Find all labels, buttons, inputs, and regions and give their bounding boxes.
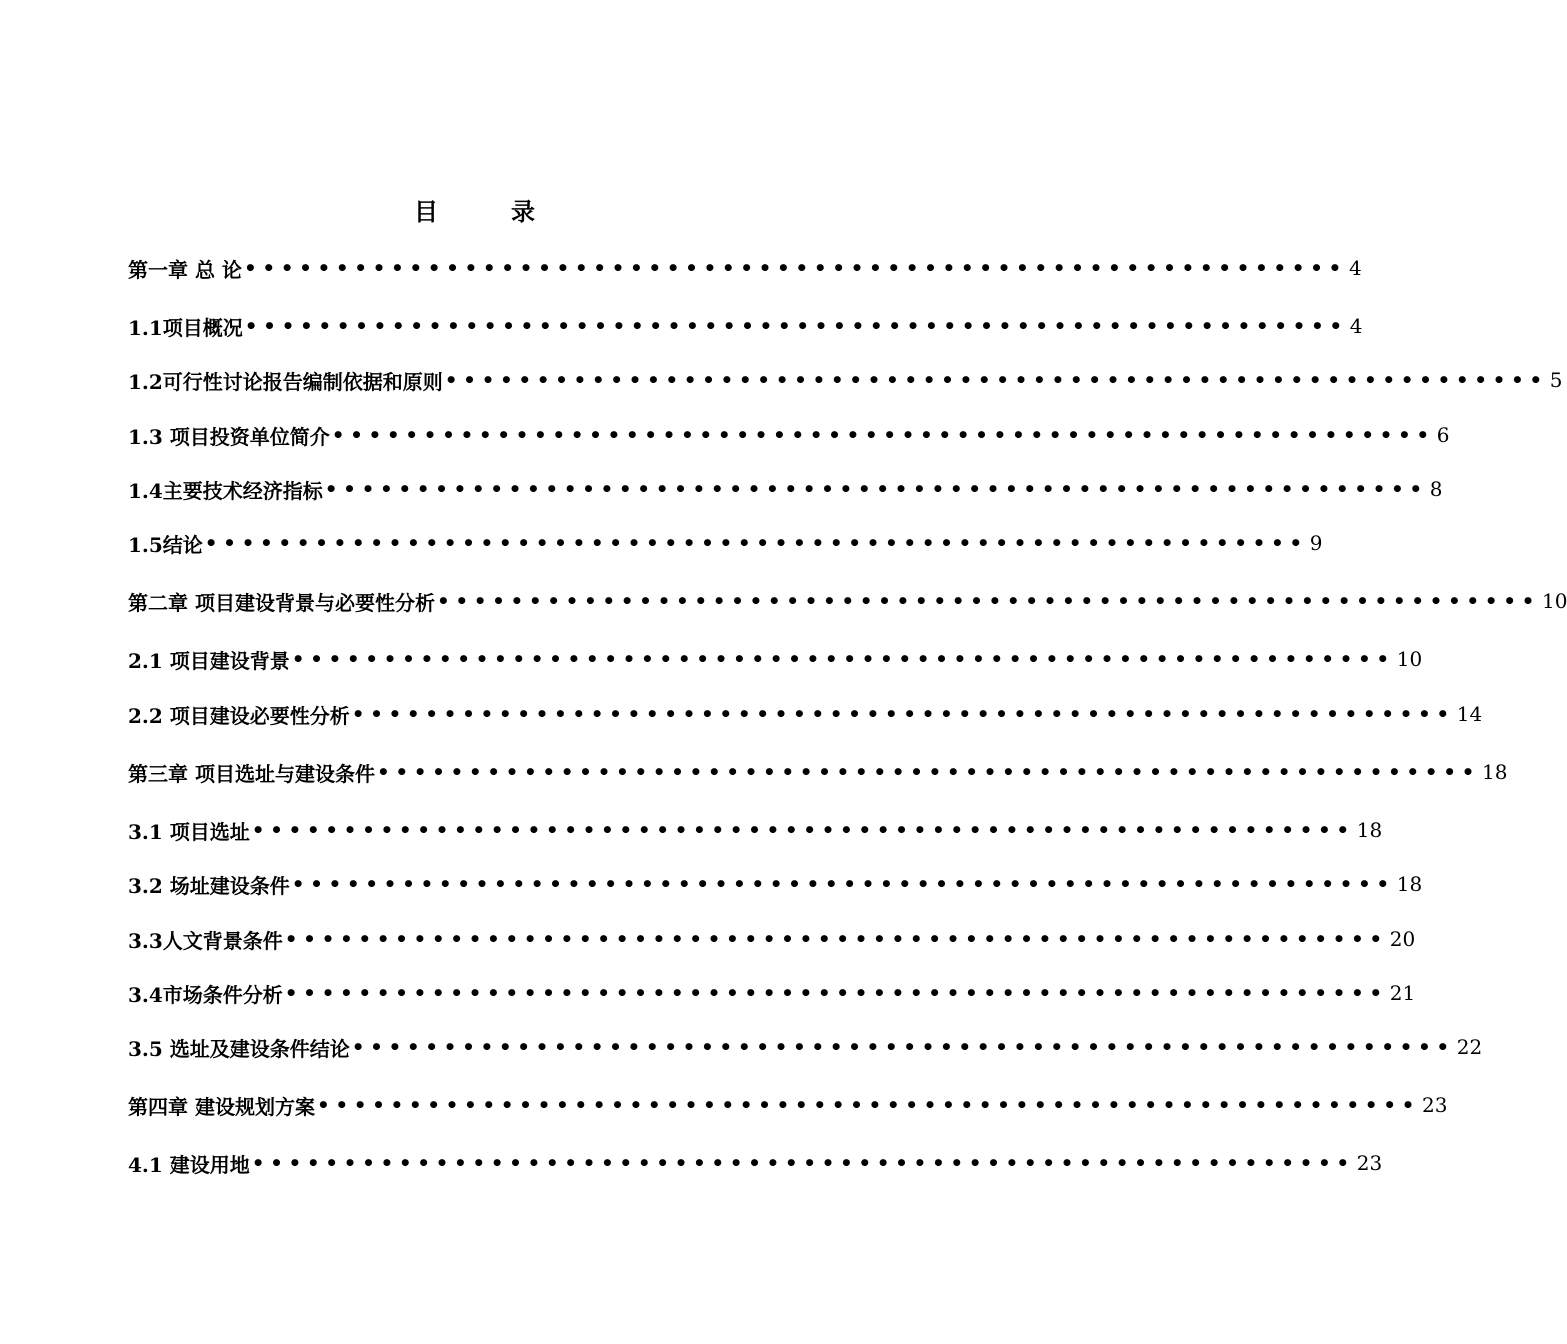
toc-leader-dots: •••••••••••••••••••••••••••••••••••••••••••••••••••••••••••• (324, 477, 1428, 501)
toc-leader-dots: •••••••••••••••••••••••••••••••••••••••••••••••••••••••••••• (331, 423, 1435, 447)
toc-page-number: 6 (1436, 423, 1450, 447)
title-char-1: 目 (414, 197, 439, 226)
toc-page-number: 10 (1541, 589, 1567, 613)
toc-page-number: 20 (1389, 927, 1416, 951)
toc-page-number: 5 (1549, 368, 1563, 392)
toc-leader-dots: •••••••••••••••••••••••••••••••••••••••••••••••••••••••••••• (284, 927, 1388, 951)
toc-leader-dots: •••••••••••••••••••••••••••••••••••••••••••••••••••••••••••• (291, 872, 1395, 896)
toc-page-number: 22 (1456, 1035, 1483, 1059)
toc-page-number: 9 (1309, 531, 1323, 555)
toc-entry[interactable] (128, 1148, 1383, 1178)
toc-entry[interactable] (128, 644, 1423, 674)
toc-entry[interactable] (128, 757, 1508, 787)
toc-entry-label: 1.4主要技术经济指标 (128, 478, 323, 503)
page-title (0, 192, 950, 227)
toc-entry[interactable] (128, 528, 1323, 558)
toc-entry-label: 第一章 总 论 (128, 257, 242, 282)
toc-entry[interactable] (128, 869, 1423, 899)
toc-entry[interactable] (128, 1090, 1448, 1120)
toc-entry[interactable] (128, 420, 1450, 450)
toc-page-number: 4 (1349, 314, 1363, 338)
toc-entry[interactable] (128, 586, 1567, 616)
toc-entry-label: 1.5结论 (128, 532, 203, 557)
toc-entry[interactable] (128, 815, 1383, 845)
toc-entry[interactable] (128, 1032, 1483, 1062)
toc-entry[interactable] (128, 365, 1563, 395)
toc-page-number: 18 (1481, 760, 1508, 784)
toc-entry-label: 1.2可行性讨论报告编制依据和原则 (128, 369, 443, 394)
toc-page-number: 10 (1396, 647, 1423, 671)
toc-page-number: 23 (1421, 1093, 1448, 1117)
toc-leader-dots: •••••••••••••••••••••••••••••••••••••••••••••••••••••••••••• (376, 760, 1480, 784)
toc-entry-label: 2.2 项目建设必要性分析 (128, 703, 350, 728)
toc-entry-label: 第四章 建设规划方案 (128, 1094, 315, 1119)
toc-leader-dots: •••••••••••••••••••••••••••••••••••••••••••••••••••••••••••• (351, 1035, 1455, 1059)
toc-entry-label: 第三章 项目选址与建设条件 (128, 761, 375, 786)
toc-page-number: 4 (1348, 256, 1362, 280)
toc-leader-dots: •••••••••••••••••••••••••••••••••••••••••••••••••••••••••••• (291, 647, 1395, 671)
toc-leader-dots: •••••••••••••••••••••••••••••••••••••••••••••••••••••••••••• (244, 314, 1348, 338)
toc-page-number: 14 (1456, 702, 1483, 726)
toc-page-number: 21 (1389, 981, 1416, 1005)
toc-entry-label: 1.3 项目投资单位简介 (128, 424, 330, 449)
toc-page-number: 23 (1356, 1151, 1383, 1175)
toc-leader-dots: •••••••••••••••••••••••••••••••••••••••••••••••••••••••••••• (251, 1151, 1355, 1175)
title-char-2: 录 (511, 197, 536, 226)
toc-entry[interactable] (128, 924, 1416, 954)
toc-entry-label: 3.4市场条件分析 (128, 982, 283, 1007)
toc-entry-label: 3.3人文背景条件 (128, 928, 283, 953)
toc-leader-dots: •••••••••••••••••••••••••••••••••••••••••••••••••••••••••••• (204, 531, 1308, 555)
toc-entry-label: 第二章 项目建设背景与必要性分析 (128, 590, 435, 615)
toc-leader-dots: •••••••••••••••••••••••••••••••••••••••••••••••••••••••••••• (444, 368, 1548, 392)
toc-leader-dots: •••••••••••••••••••••••••••••••••••••••••••••••••••••••••••• (243, 256, 1347, 280)
toc-entry[interactable] (128, 311, 1363, 341)
toc-page-number: 8 (1429, 477, 1443, 501)
toc-leader-dots: •••••••••••••••••••••••••••••••••••••••••••••••••••••••••••• (351, 702, 1455, 726)
toc-entry-label: 2.1 项目建设背景 (128, 648, 290, 673)
toc-entry-label: 3.5 选址及建设条件结论 (128, 1036, 350, 1061)
toc-entry[interactable] (128, 699, 1483, 729)
toc-leader-dots: •••••••••••••••••••••••••••••••••••••••••••••••••••••••••••• (436, 589, 1540, 613)
toc-page-number: 18 (1396, 872, 1423, 896)
toc-leader-dots: •••••••••••••••••••••••••••••••••••••••••••••••••••••••••••• (284, 981, 1388, 1005)
toc-entry-label: 4.1 建设用地 (128, 1152, 250, 1177)
toc-entry-label: 3.1 项目选址 (128, 819, 250, 844)
toc-entry-label: 3.2 场址建设条件 (128, 873, 290, 898)
toc-leader-dots: •••••••••••••••••••••••••••••••••••••••••••••••••••••••••••• (251, 818, 1355, 842)
toc-entry[interactable] (128, 474, 1443, 504)
toc-entry[interactable] (128, 978, 1416, 1008)
toc-leader-dots: •••••••••••••••••••••••••••••••••••••••••••••••••••••••••••• (316, 1093, 1420, 1117)
toc-page-number: 18 (1356, 818, 1383, 842)
toc-entry-label: 1.1项目概况 (128, 315, 243, 340)
toc-entry[interactable] (128, 253, 1362, 283)
